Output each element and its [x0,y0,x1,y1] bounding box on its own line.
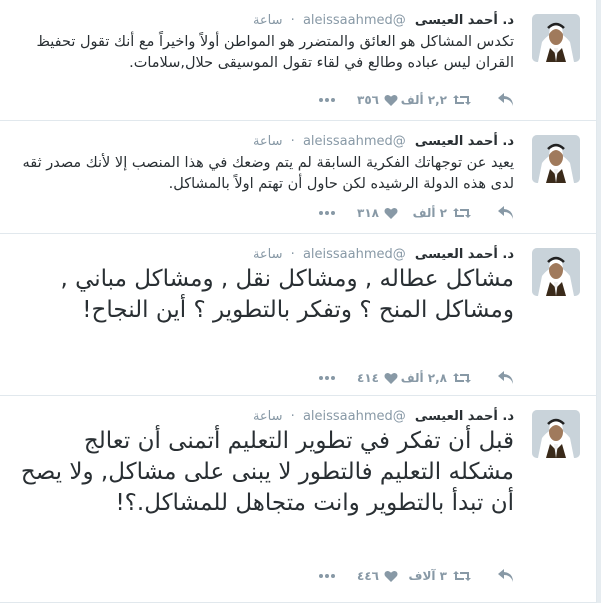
like-button[interactable] [336,569,398,583]
retweet-button[interactable] [398,569,472,583]
tweet-time[interactable]: ساعة [252,409,283,424]
retweet-count: ٢,٢ ألف [400,93,447,107]
like-count: ٣١٨ [357,206,379,220]
avatar[interactable] [532,135,580,183]
retweet-button[interactable] [398,93,472,107]
author-handle[interactable]: @aleissaahmed [302,13,406,28]
separator: · [290,134,295,149]
tweet-time[interactable]: ساعة [252,134,283,149]
tweet[interactable] [0,121,596,234]
tweet-header [253,246,514,264]
retweet-count: ٣ آلاف [408,569,447,583]
more-icon [318,210,336,216]
reply-button[interactable] [472,371,514,385]
author-name[interactable]: د. أحمد العيسى [414,134,514,149]
retweet-icon [452,93,472,107]
separator: · [290,247,295,262]
reply-button[interactable] [472,206,514,220]
tweet-actions [44,90,514,110]
heart-icon [384,372,398,385]
author-name[interactable]: د. أحمد العيسى [414,409,514,424]
author-handle[interactable]: @aleissaahmed [302,134,406,149]
author-handle[interactable]: @aleissaahmed [302,247,406,262]
tweet-actions [44,566,514,586]
reply-icon [497,569,514,583]
retweet-icon [452,206,472,220]
more-button[interactable] [318,210,336,216]
tweet[interactable] [0,0,596,121]
author-name[interactable]: د. أحمد العيسى [414,247,514,262]
separator: · [290,409,295,424]
retweet-icon [452,371,472,385]
like-count: ٤٤٦ [357,569,379,583]
tweet-time[interactable]: ساعة [252,247,283,262]
reply-icon [497,371,514,385]
tweet-text: قبل أن تفكر في تطوير التعليم أتمنى أن تعالج مشكله التعليم فالتطور لا يبنى على مشاكل, ولا يصح أن تبدأ بالتطوير وانت متجاهل للمشاكل.؟! [20,428,514,516]
avatar[interactable] [532,14,580,62]
tweet-text: تكدس المشاكل هو العائق والمتضرر هو المواطن أولاً واخيراً مع أنك تقول تحفيظ القران ليس عباده وطالع في لقاء تقول الموسيقى حلال,سلامات. [36,34,514,71]
tweet[interactable] [0,396,596,603]
retweet-icon [452,569,472,583]
like-count: ٤١٤ [357,371,379,385]
tweet-header [253,12,514,30]
like-count: ٣٥٦ [357,93,379,107]
more-button[interactable] [318,573,336,579]
more-icon [318,375,336,381]
tweet-header [253,133,514,151]
heart-icon [384,94,398,107]
reply-icon [497,93,514,107]
tweet-actions [44,203,514,223]
retweet-count: ٢,٨ ألف [400,371,447,385]
heart-icon [384,570,398,583]
author-name[interactable]: د. أحمد العيسى [414,13,514,28]
retweet-button[interactable] [398,371,472,385]
avatar[interactable] [532,248,580,296]
tweet-text: مشاكل عطاله , ومشاكل نقل , ومشاكل مباني , ومشاكل المنح ؟ وتفكر بالتطوير ؟ أين النجاح! [60,266,514,323]
tweet-header [253,408,514,426]
author-handle[interactable]: @aleissaahmed [302,409,406,424]
avatar[interactable] [532,410,580,458]
more-icon [318,573,336,579]
reply-icon [497,206,514,220]
more-button[interactable] [318,375,336,381]
heart-icon [384,207,398,220]
separator: · [290,13,295,28]
reply-button[interactable] [472,569,514,583]
more-button[interactable] [318,97,336,103]
more-icon [318,97,336,103]
like-button[interactable] [336,93,398,107]
like-button[interactable] [336,371,398,385]
tweet[interactable] [0,234,596,396]
reply-button[interactable] [472,93,514,107]
tweet-actions [44,368,514,388]
like-button[interactable] [336,206,398,220]
tweet-text: يعيد عن توجهاتك الفكرية السابقة لم يتم وضعك في هذا المنصب إلا لأنك مصدر ثقه لدى هذه الدولة الرشيده لكن حاول أن تهتم اولاً بالمشاكل. [22,155,514,192]
retweet-count: ٢ ألف [412,206,447,220]
tweet-time[interactable]: ساعة [252,13,283,28]
retweet-button[interactable] [398,206,472,220]
